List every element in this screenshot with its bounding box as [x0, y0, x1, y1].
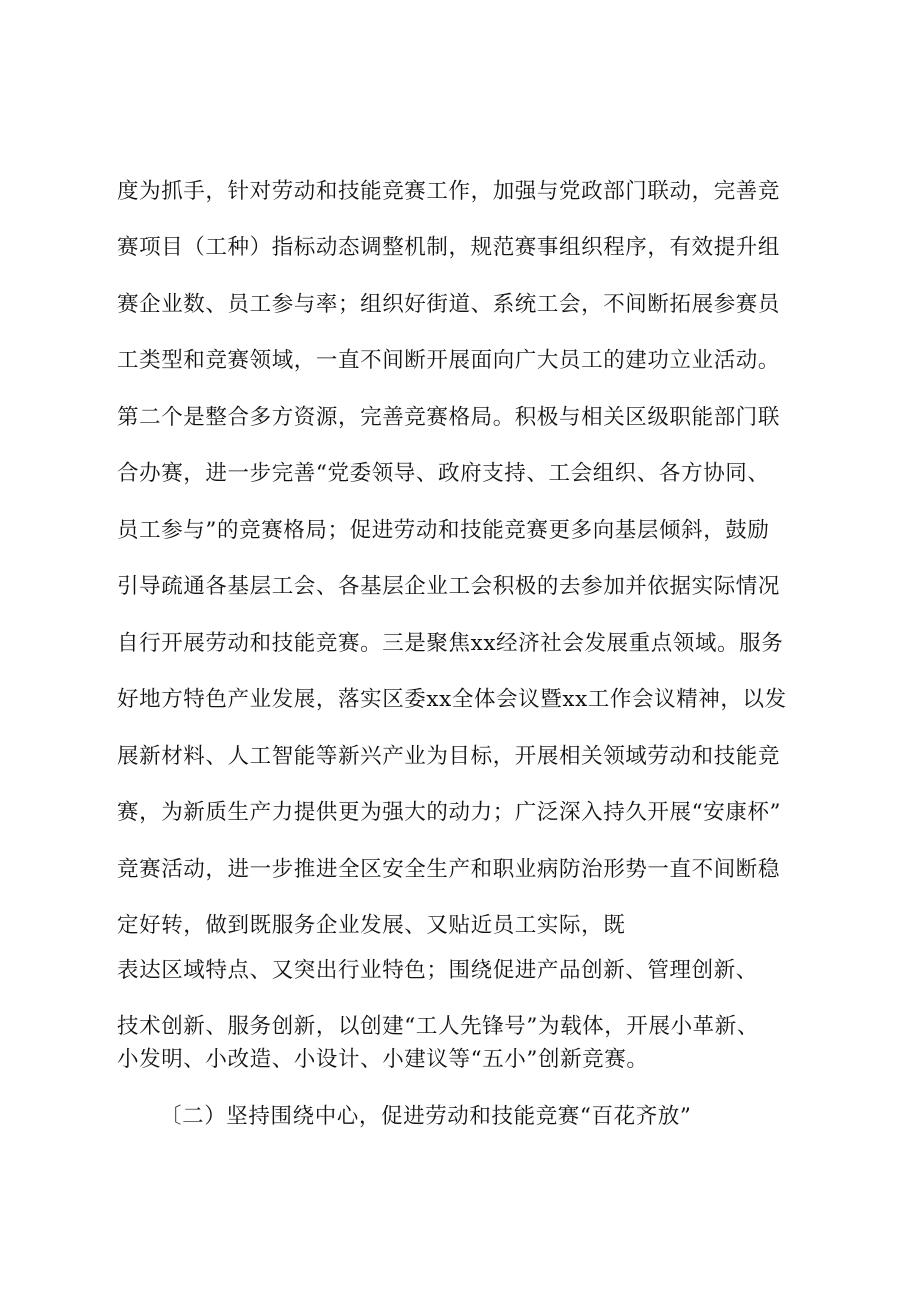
- paragraph-line: 表达区域特点、又突出行业特色；围绕促进产品创新、管理创新、: [117, 958, 758, 983]
- paragraph-line: 度为抓手，针对劳动和技能竞赛工作，加强与党政部门联动，完善竞: [117, 179, 781, 204]
- paragraph-line: 定好转，做到既服务企业发展、又贴近员工实际，既: [117, 913, 626, 938]
- paragraph-line: 自行开展劳动和技能竞赛。三是聚焦xx经济社会发展重点领域。服务: [117, 631, 784, 656]
- paragraph-line: 竞赛活动，进一步推进全区安全生产和职业病防治形势一直不间断稳: [117, 857, 781, 882]
- paragraph-line: 工类型和竞赛领域，一直不间断开展面向广大员工的建功立业活动。: [117, 348, 781, 373]
- paragraph-line: 赛项目（工种）指标动态调整机制，规范赛事组织程序，有效提升组: [117, 235, 781, 260]
- paragraph-line: 展新材料、人工智能等新兴产业为目标，开展相关领域劳动和技能竞: [117, 744, 781, 769]
- paragraph-line: 赛，为新质生产力提供更为强大的动力；广泛深入持久开展“安康杯”: [117, 800, 782, 825]
- paragraph-line: 好地方特色产业发展，落实区委xx全体会议暨xx工作会议精神，以发: [117, 687, 787, 712]
- paragraph-line: 技术创新、服务创新，以创建“工人先锋号”为载体，开展小革新、: [117, 1014, 759, 1039]
- paragraph-line: 合办赛，进一步完善“党委领导、政府支持、工会组织、各方协同、: [117, 461, 770, 486]
- paragraph-line: 赛企业数、员工参与率；组织好街道、系统工会，不间断拓展参赛员: [117, 292, 781, 317]
- paragraph-line: 员工参与”的竞赛格局；促进劳动和技能竞赛更多向基层倾斜，鼓励: [117, 518, 770, 543]
- section-heading: 〔二）坚持围绕中心，促进劳动和技能竞赛“百花齐放”: [160, 1104, 692, 1129]
- paragraph-line: 第二个是整合多方资源，完善竞赛格局。积极与相关区级职能部门联: [117, 405, 781, 430]
- paragraph-line: 引导疏通各基层工会、各基层企业工会积极的去参加并依据实际情况: [117, 574, 781, 599]
- paragraph-line: 小发明、小改造、小设计、小建议等“五小”创新竞赛。: [117, 1047, 649, 1072]
